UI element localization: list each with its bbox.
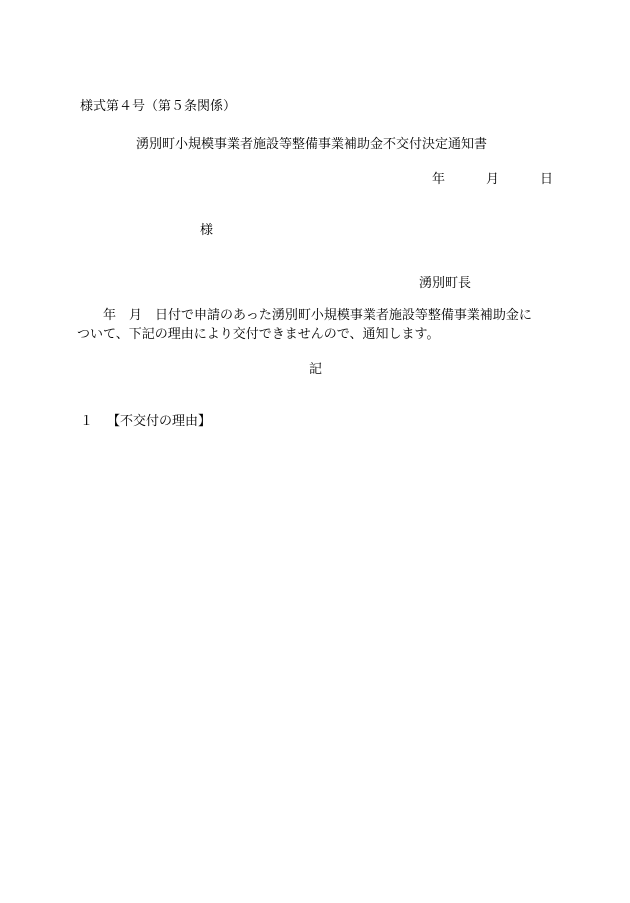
- body-text-line-2: ついて、下記の理由により交付できませんので、通知します。: [77, 327, 440, 342]
- item-label: 【不交付の理由】: [107, 414, 212, 429]
- item-number: １: [80, 414, 94, 429]
- date-year-label: 年: [432, 172, 446, 187]
- form-number: 様式第４号（第５条関係）: [80, 99, 237, 114]
- record-heading: 記: [309, 362, 323, 377]
- issuer-name: 湧別町長: [419, 276, 472, 291]
- list-item: [80, 415, 211, 428]
- date-month-label: 月: [486, 172, 500, 187]
- document-title: 湧別町小規模事業者施設等整備事業補助金不交付決定通知書: [136, 137, 488, 152]
- addressee-honorific: 様: [200, 223, 214, 238]
- body-text-line-1: 年 月 日付で申請のあった湧別町小規模事業者施設等整備事業補助金に: [77, 308, 532, 323]
- date-day-label: 日: [540, 172, 554, 187]
